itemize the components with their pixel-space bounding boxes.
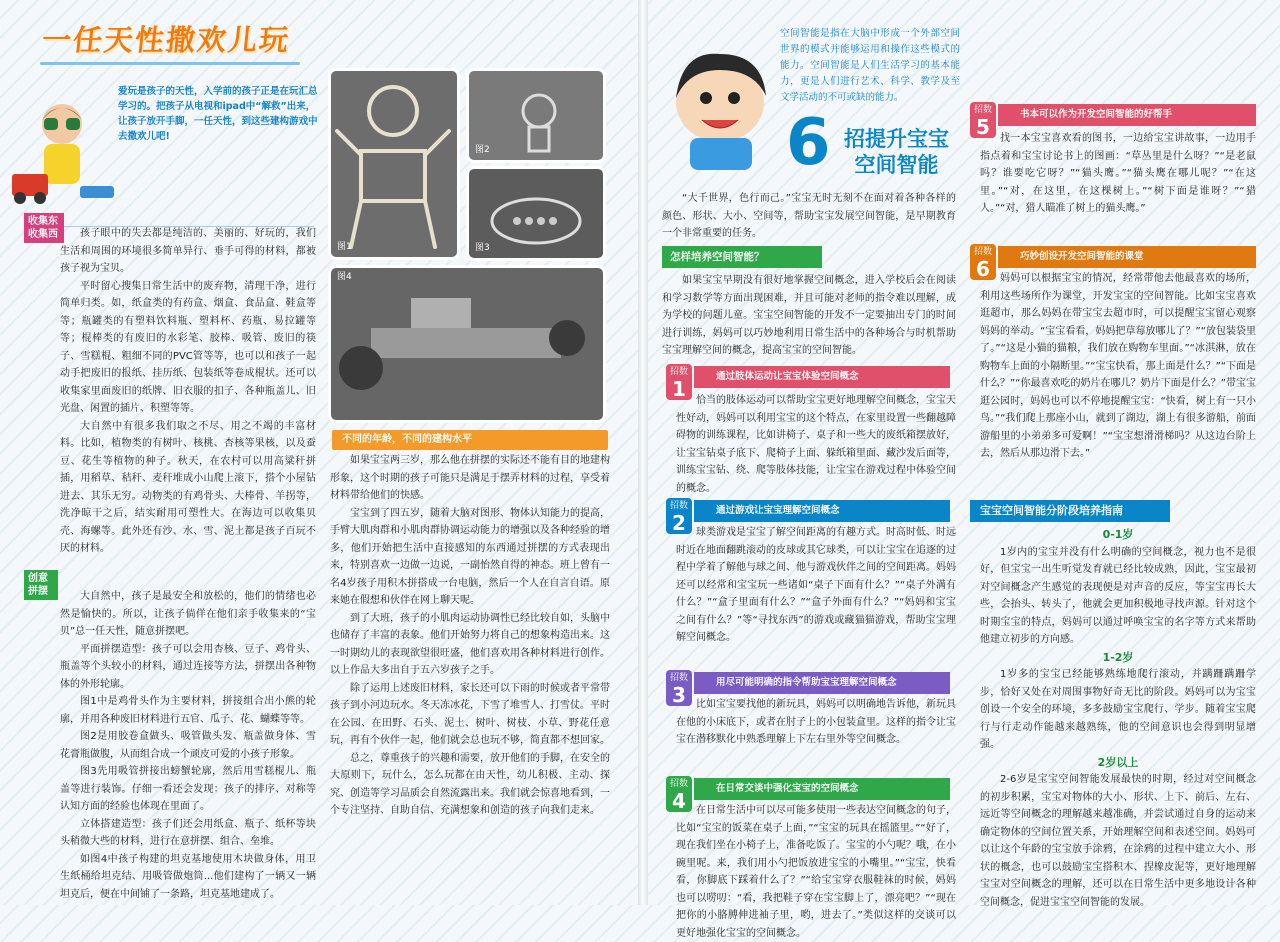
stage-guide-body [980, 526, 1256, 911]
section-label-collect: 收集东收集西 [24, 213, 64, 243]
paragraph: 比如宝宝要找他的新玩具，妈妈可以明确地告诉他，新玩具在他的小床底下，或者在肘子上的小包装盒里。这样的指令让宝宝在潜移默化中熟悉理解上下左右里外等空间概念。 [676, 699, 956, 745]
figure-label: 图4 [337, 272, 352, 282]
paragraph: 除了运用上述废旧材料，家长还可以下雨的时候或者平常带孩子到小河边玩水。冬天冻冰花，下雪了堆雪人、打雪仗。平时在公园、在田野、石头、泥土、树叶、树枝、小草、野花任意玩，再有个伙伴一起，他们就会总也玩不够，简直都不想回家。 [330, 682, 610, 746]
child-with-binoculars-image [10, 90, 120, 208]
tip-header-3: 用尽可能明确的指令帮助宝宝理解空间概念 [694, 672, 950, 694]
tip-badge-4: 招数 4 [666, 776, 692, 812]
stage-age-2plus: 2岁以上 [1097, 755, 1139, 769]
paragraph: 平时留心搜集日常生活中的废弃物，清理干净，进行简单归类。如，纸盒类的有药盒、烟盒、食品盒、鞋盒等等；瓶罐类的有塑料饮料瓶、塑料杯、药瓶、易拉罐等等；棍棒类的有废旧的水彩笔、胶棒、吸管、废旧的筷子、雪糕棍、粗细不同的PVC管等等，也可以和孩子一起动手把废旧的报纸、挂历纸、包装纸等卷成棍状。还可以收集家里面废旧的纸牌、旧衣服的扣子、各种瓶盖儿、旧光盘、闲置的插片、积塑等等。 [60, 280, 316, 414]
tip-badge-5: 招数 5 [970, 102, 996, 138]
tip-body-4 [676, 802, 956, 939]
paragraph: 妈妈可以根据宝宝的情况，经常带他去他最喜欢的场所，利用这些场所作为课堂，开发宝宝的空间智能。比如宝宝喜欢逛超市，那么妈妈在带宝宝去超市时，可以提醒宝宝留心观察妈妈的举动。“宝宝看看，妈妈把草莓放哪儿了？”“放包装袋里了。”“这是小猫的猫粮，我们放在购物车里面。”“冰淇淋，放在购物车上面的小隔断里。”“宝宝快看，那上面是什么？”“下面是什么？”“你最喜欢吃的奶片在哪儿？奶片下面是什么？”带宝宝逛公园时，妈妈也可以不停地提醒宝宝：“快看，树上有一只小鸟。”“我们爬上那座小山，就到了湖边，湖上有很多游船，前面游船里的小弟弟多可爱啊！”“宝宝想滑滑梯吗？从这边台阶上去，然后从那边滑下去。” [980, 273, 1256, 459]
paragraph: “大千世界，色行而己。”宝宝无时无刻不在面对着各种各样的颜色、形状、大小、空间等，帮助宝宝发展空间智能，是早期教育一个非常重要的任务。 [662, 193, 956, 239]
section-label-creative: 创意拼摆 [24, 570, 58, 600]
paragraph: 1岁多的宝宝已经能够熟练地爬行滚动，并蹒跚蹒跚学步，恰好又处在对周围事物好奇无比的阶段。妈妈可以为宝宝创设一个安全的环境，多多鼓励宝宝爬行、学步。随着宝宝爬行与行走动作能越来越熟练，他的空间意识也会得到明显增强。 [980, 669, 1256, 750]
stage-guide-header: 宝宝空间智能分阶段培养指南 [970, 500, 1170, 522]
paragraph: 如果宝宝两三岁，那么他在拼摆的实际还不能有目的地建构形象，这个时期的孩子可能只是满足于摆弄材料的过程，享受着材料带给他们的快感。 [330, 455, 610, 501]
paragraph: 大自然中，孩子是最安全和放松的，他们的情绪也必然是愉快的。所以，让孩子倘佯在他们亲手收集来的“宝贝”总一任天性，随意拼摆吧。 [60, 591, 316, 637]
paragraph: 球类游戏是宝宝了解空间距离的有趣方式。时高时低、时远时近在地面翻跳滚动的皮球或其它球类，可以让宝宝在追逐的过程中学着了解他与球之间、他与游戏伙伴之间的空间距离。妈妈还可以经常和宝宝玩一些诸如“桌子下面有什么？”“桌子外满有什么？”“盒子里面有什么？”“盒子外面有什么？”“妈妈和宝宝之间有什么？”等“寻找东西”的游戏或藏猫猫游戏，帮助宝宝理解空间概念。 [676, 527, 956, 643]
title-underline [40, 62, 300, 65]
how-header: 怎样培养空间智能？ [662, 246, 822, 268]
tip-badge-2: 招数 2 [666, 498, 692, 534]
tip-badge-3: 招数 3 [666, 670, 692, 706]
paragraph: 1岁内的宝宝并没有什么明确的空间概念，视力也不是很好，但宝宝一出生听觉发育就已经比较成熟，因此，宝宝最初对空间概念产生感觉的表现便是对声音的反应，等宝宝再长大些，会抬头、转头了，他就会更加积极地寻找声源。针对这个时期宝宝的特点，妈妈可以通过呼唤宝宝的名字等方式来帮助他建立初步的方向感。 [980, 546, 1256, 645]
section1-body [60, 225, 316, 558]
tip-body-1 [676, 392, 956, 497]
figure-label: 图1 [337, 242, 352, 252]
paragraph: 孩子眼中的失去都是纯洁的、美丽的、好玩的，我们生活和周围的环境很多简单异行、垂手可得的材料，都被孩子视为宝贝。 [60, 228, 316, 274]
tip-header-2: 通过游戏让宝宝理解空间概念 [694, 500, 950, 522]
stage-age-0-1: 0-1岁 [1102, 528, 1134, 541]
paragraph: 图1中是鸡骨头作为主要材料，拼接组合出小熊的轮廓，并用各种废旧材料进行五官、瓜子、花、蝴蝶等等。 [60, 696, 316, 725]
paragraph: 在日常生活中可以尽可能多使用一些表达空间概念的句子，比如“宝宝的饭菜在桌子上面，”“宝宝的玩具在摇篮里。”“好了，现在我们坐在小椅子上，准备吃饭了。宝宝的小勺呢？哦，在小碗里呢。来，我们用小勺把饭放进宝宝的小嘴里。”“宝宝，快看看，你脚底下踩着什么了？”“给宝宝穿衣服鞋袜的时候，妈妈也可以唠叨：“看，我把鞋子穿在宝宝脚上了，漂亮吧？”“现在把你的小胳膊伸进袖子里，哟，进去了。”类似这样的交谈可以更好地强化宝宝的空间概念。 [676, 805, 956, 939]
paragraph: 找一本宝宝喜欢看的图书，一边给宝宝讲故事，一边用手指点着和宝宝讨论书上的图画：“草丛里是什么呀？”“是老鼠吗？谁要吃它呀？”“猫头鹰。”“猫头鹰在哪儿呢？”“在这里。”“对，在这里，在这棵树上。”“树下面是谁呀？”“猎人。”“对，猎人瞄准了树上的猫头鹰。” [980, 133, 1256, 214]
paragraph: 2-6岁是宝宝空间智能发展最快的时期，经过对空间概念的初步积累，宝宝对物体的大小、形状、上下、前后、左右、远近等空间概念的理解越来越准确，并尝试通过自身的运动来确定物体的空间位置关系，开始理解空间和表述空间。妈妈可以让这个年龄的宝宝放手涂鸦，在涂鸦的过程中建立大小、形状的概念，也可以鼓励宝宝搭积木、捏橡皮泥等，更好地理解宝宝对空间概念的理解，还可以在日常生活中更多地设计各种空间概念，促进宝宝空间智能的发展。 [980, 774, 1256, 908]
paragraph: 宝宝到了四五岁，随着大脑对图形、物体认知能力的提高，手臂大肌肉群和小肌肉群协调运动能力的增强以及各种经验的增多，他们开始把生活中直接感知的东西通过拼摆的方式表现出来，特别喜欢一边做一边说，一副怡然自得的神态。班上曾有一名4岁孩子用积木拼搭成一台电脑，然后一个人在自言自语。原来她在假想和伙伴在网上聊天呢。 [330, 507, 610, 606]
how-body [662, 272, 956, 360]
paragraph: 立体搭建造型：孩子们还会用纸盒、瓶子、纸杯等块头稍微大些的材料，进行在意拼摆、组合、垒堆。 [60, 818, 316, 847]
figure-label: 图2 [475, 145, 490, 155]
paragraph: 恰当的肢体运动可以帮助宝宝更好地理解空间概念，宝宝天性好动，妈妈可以利用宝宝的这个特点，在家里设置一些翻越障碍物的训练课程，比如讲椅子、桌子和一些大的废纸箱摆放好，让宝宝钻桌子底下、爬椅子上面、躲纸箱里面、藏沙发后面等，训练宝宝钻、绕、爬等肢体技能，让宝宝在游戏过程中体验空间的概念。 [676, 395, 956, 494]
tip-body-5 [980, 130, 1256, 218]
paragraph: 图3先用吸管拼接出螃蟹轮廓，然后用雪糕棍儿、瓶盖等进行装饰。仔细一看还会发现：孩子的排序、对称等认知方面的经验也体现在里面了。 [60, 766, 316, 812]
intro-body [662, 190, 956, 243]
age-section-body [330, 452, 610, 820]
photo-3 [466, 166, 606, 261]
tip-badge-6: 招数 6 [970, 244, 996, 280]
spatial-intelligence-caption: 空间智能是指在大脑中形成一个外部空间世界的模式并能够运用和操作这些模式的能力。空间智能是人们生活学习的基本能力，更是人们进行艺术、科学、教学及至文学活动的不可或缺的能力。 [780, 28, 960, 103]
tip-body-6 [980, 270, 1256, 463]
paragraph: 如果宝宝早期没有很好地掌握空间概念，进入学校后会在阅读和学习数学等方面出现困难，并且可能对老师的指令难以理解，成为学校的问题儿童。宝宝空间智能的开发不一定要抽出专门的时间进行训练，妈妈可以巧妙地利用日常生活中的各种场合与时机帮助宝宝理解空间的概念，提高宝宝的空间智能。 [662, 275, 956, 356]
paragraph: 到了大班，孩子的小肌肉运动协调性已经比较自如，头脑中也储存了丰富的表象。他们开始努力将自己的想象构造出来。这一时期幼儿的表现欲望很旺盛，他们喜欢用各种材料进行创作。以上作品大多出自于五六岁孩子之手。 [330, 612, 610, 676]
tip-header-6: 巧妙创设开发空间智能的课堂 [998, 246, 1256, 268]
tip-body-3 [676, 696, 956, 749]
cartoon-boy-image [662, 40, 780, 180]
page-spine [638, 0, 648, 905]
photo-1 [328, 68, 460, 260]
feature-title [844, 126, 949, 178]
figure-label: 图3 [475, 243, 490, 253]
paragraph: 平面拼摆造型：孩子可以会用杏核、豆子、鸡骨头、瓶盖等个头较小的材料，通过连接等方法，拼摆出各种物体的外形轮廓。 [60, 643, 316, 690]
paragraph: 如图4中孩子构建的坦克基地使用木块做身体，用卫生纸桶给坦克结、用吸管做炮筒...他们建构了一辆又一辆坦克后，便在中间铺了一条路，坦克基地建成了。 [60, 853, 316, 900]
age-section-header: 不同的年龄，不同的建构水平 [332, 430, 608, 450]
big-number: 6 [786, 106, 831, 180]
tip-header-1: 通过肢体运动让宝宝体验空间概念 [694, 366, 950, 388]
title-line-2: 空间智能 [854, 153, 939, 177]
paragraph: 大自然中有很多我们取之不尽、用之不竭的丰富材料。比如，植物类的有树叶、核桃、杏核等果核，以及蚕豆、花生等植物的种子。秋天，在农村可以用高粱秆拼插，用稻草、秸秆、麦秆堆成小山爬上滚下，搭个小屋钻进去、其乐无穷。动物类的有鸡骨头、大棒骨、羊拐等，洗净晾干之后，结实耐用可塑性大。在海边可以收集贝壳、海螺等。此外还有沙、水、雪、泥土都是孩子百玩不厌的材料。 [60, 420, 316, 554]
tip-badge-1: 招数 1 [666, 364, 692, 400]
stage-age-1-2: 1-2岁 [1102, 650, 1134, 664]
intro-text: 爱玩是孩子的天性，入学前的孩子正是在玩汇总学习的。把孩子从电视和ipad中“解救”出来，让孩子放开手脚，一任天性，到这些建构游戏中去撒欢儿吧! [118, 86, 318, 142]
title-line-1: 招提升宝宝 [844, 127, 949, 151]
tip-header-4: 在日常交谈中强化宝宝的空间概念 [694, 778, 950, 800]
tip-header-5: 书本可以作为开发空间智能的好帮手 [998, 104, 1256, 126]
photo-2 [466, 68, 606, 163]
paragraph: 总之，尊重孩子的兴趣和需要，放开他们的手脚，在安全的大原则下，玩什么，怎么玩都在由天性，幼儿积极、主动、探究、创造等学习品质会自然流露出来。我们就会惊喜地看到，一个专注坚持、自助自信、充满想象和创造的孩子向我们走来。 [330, 752, 610, 816]
paragraph: 图2是用胶卷盒做头、吸管做头发、瓶盖做身体、雪花膏瓶做腹，从而组合成一个顽皮可爱的小孩子形象。 [60, 731, 316, 760]
tip-body-2 [676, 524, 956, 647]
photo-4 [328, 265, 606, 423]
section2-body [60, 588, 316, 903]
page-title: 一任天性撒欢儿玩 [40, 23, 292, 57]
